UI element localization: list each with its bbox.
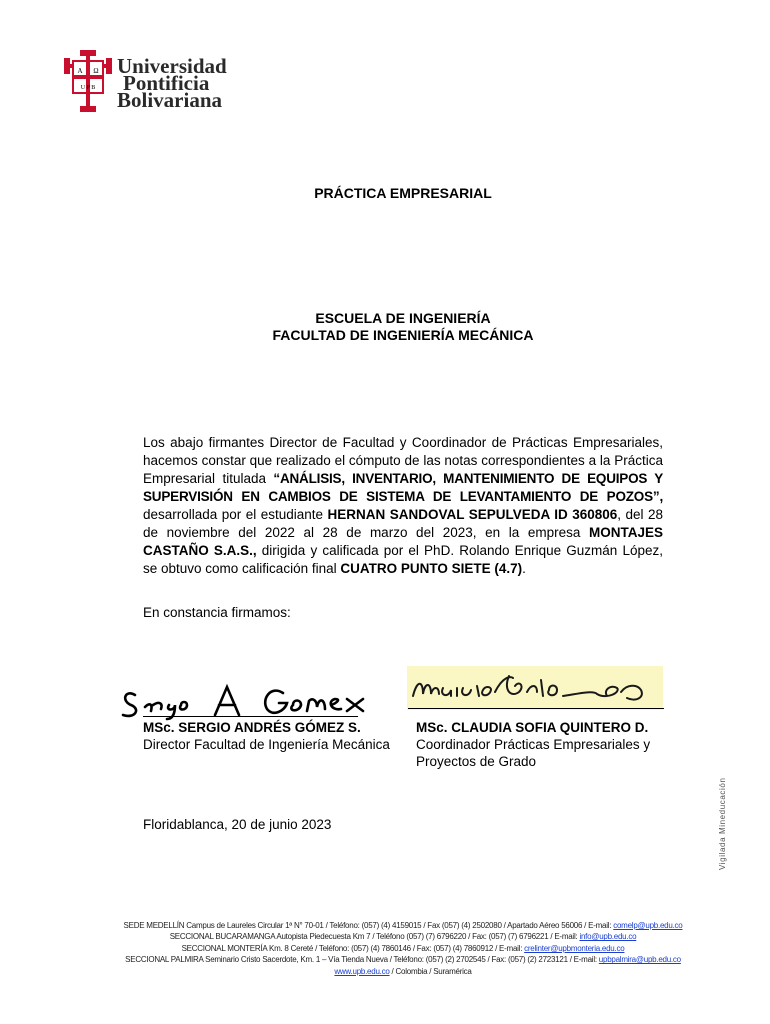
- signer-2-role-line-2: Proyectos de Grado: [416, 754, 537, 769]
- footer-text: SECCIONAL MONTERÍA Km. 8 Cereté / Teléfono: (057) (4) 7860146 / Fax: (057) (4) 7860912 / E-mail:: [181, 943, 525, 953]
- footer-email-link[interactable]: comelp@upb.edu.co: [613, 921, 683, 930]
- signer-1-role: Director Facultad de Ingeniería Mecánica: [143, 737, 390, 752]
- signature-quintero: [407, 666, 663, 710]
- footer-line: [20, 931, 770, 942]
- signer-2-role: Coordinador Prácticas Empresariales y: [416, 737, 651, 752]
- company-name: MONTAJES CASTAÑO S.A.S.,: [143, 525, 663, 558]
- footer-text: / Colombia / Suramérica: [389, 966, 472, 976]
- paragraph-text: , del 28 de noviembre del 2022 al 28 de marzo del 2023, en la empresa: [143, 507, 663, 540]
- footer-line: [20, 943, 770, 954]
- signature-line-2: [408, 708, 664, 709]
- footer-line: [20, 920, 770, 931]
- footer-website-link[interactable]: www.upb.edu.co: [334, 966, 390, 976]
- place-and-date: Floridablanca, 20 de junio 2023: [143, 817, 332, 832]
- footer-addresses: [20, 920, 770, 977]
- logo-line-1: Universidad: [117, 54, 227, 78]
- svg-text:U P B: U P B: [80, 85, 96, 91]
- logo-line-3: Bolivariana: [117, 88, 223, 112]
- school-name: ESCUELA DE INGENIERÍA: [315, 310, 491, 326]
- document-title: PRÁCTICA EMPRESARIAL: [314, 185, 492, 201]
- paragraph-text: dirigida y calificada por el PhD. Rolando Enrique Guzmán López, se obtuvo como calificación final: [143, 543, 663, 576]
- svg-text:Ω: Ω: [93, 67, 99, 75]
- student-name: HERNAN SANDOVAL SEPULVEDA ID 360806: [327, 507, 618, 522]
- footer-email-link[interactable]: crelinter@upbmonteria.edu.co: [524, 943, 625, 953]
- constancia-text: En constancia firmamos:: [143, 605, 291, 620]
- practice-title: “ANÁLISIS, INVENTARIO, MANTENIMIENTO DE EQUIPOS Y SUPERVISIÓN EN CAMBIOS DE SISTEMA DE LEVANTAMIENTO DE POZOS”,: [143, 471, 663, 504]
- paragraph-text: Los abajo firmantes Director de Facultad y Coordinador de Prácticas Empresariales, hacemos constar que realizado el cómputo de las notas correspondientes a la Práctica Empresarial titulada: [143, 435, 663, 486]
- paragraph-text: desarrollada por el estudiante: [143, 507, 328, 522]
- paragraph-text: .: [522, 561, 526, 576]
- footer-email-link[interactable]: upbpalmira@upb.edu.co: [598, 955, 681, 965]
- svg-text:A: A: [77, 67, 83, 75]
- final-grade: CUATRO PUNTO SIETE (4.7): [340, 561, 523, 576]
- faculty-name: FACULTAD DE INGENIERÍA MECÁNICA: [272, 327, 534, 343]
- signer-2-name: MSc. CLAUDIA SOFIA QUINTERO D.: [416, 720, 649, 735]
- school-heading: [0, 310, 770, 344]
- footer-line: [20, 966, 770, 977]
- vigilada-label: Vigilada Mineducación: [718, 777, 727, 870]
- footer-line: [20, 954, 770, 965]
- signer-block-1: [143, 719, 390, 753]
- university-logo: [62, 48, 227, 116]
- certificate-paragraph: [143, 434, 663, 578]
- signer-1-name: MSc. SERGIO ANDRÉS GÓMEZ S.: [143, 720, 361, 735]
- footer-email-link[interactable]: info@upb.edu.co: [579, 932, 637, 942]
- logo-wordmark: [117, 54, 227, 112]
- footer-text: SECCIONAL BUCARAMANGA Autopista Piedecuesta Km 7 / Teléfono (057) (7) 6796220 / Fax: (057) (7) 6796221 / E-mail:: [169, 932, 580, 942]
- footer-text: SEDE MEDELLÍN Campus de Laureles Circular 1ª N° 70-01 / Teléfono: (057) (4) 4159015 / Fax (057) (4) 2502080 / Apartado Aéreo 56006 / E-mail:: [123, 921, 614, 930]
- footer-text: SECCIONAL PALMIRA Seminario Cristo Sacerdote, Km. 1 – Vía Tienda Nueva / Teléfono: (057) (2) 2702545 / Fax: (057) (2) 2723121 / E-mail:: [125, 955, 599, 965]
- shield-cross-icon: [62, 48, 114, 116]
- signature-line-1: [143, 716, 358, 717]
- signer-block-2: [416, 719, 650, 770]
- logo-line-2: Pontificia: [123, 71, 210, 95]
- signature-quintero-highlight: [407, 666, 663, 710]
